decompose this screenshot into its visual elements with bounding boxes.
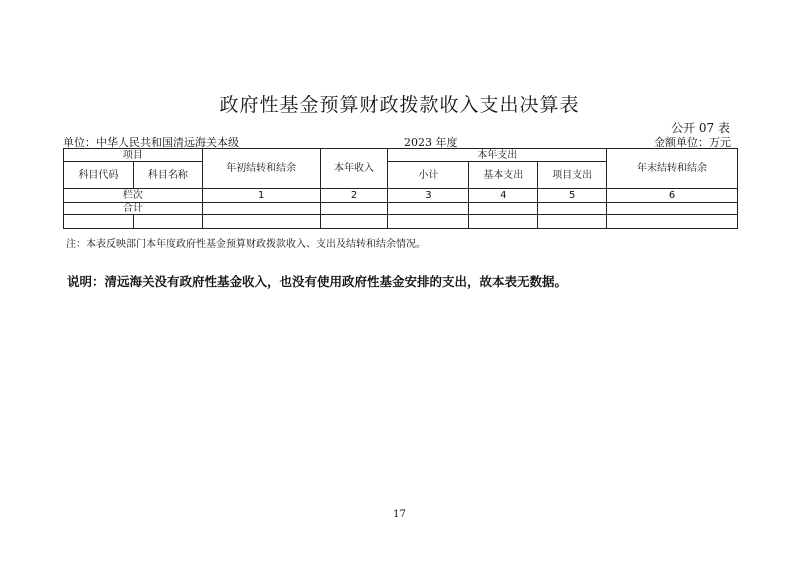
empty-cell (388, 215, 469, 229)
header-subtotal: 小计 (388, 162, 469, 189)
amount-unit-label: 金额单位：万元 (654, 136, 731, 149)
empty-cell (64, 215, 134, 229)
empty-cell (388, 203, 469, 215)
empty-cell (133, 215, 202, 229)
header-project: 项目支出 (538, 162, 607, 189)
empty-cell (320, 215, 388, 229)
column-number: 1 (202, 189, 320, 203)
empty-cell (469, 203, 538, 215)
header-code: 科目代码 (64, 162, 134, 189)
empty-cell (538, 215, 607, 229)
empty-cell (538, 203, 607, 215)
year-label: 2023 年度 (404, 136, 458, 149)
column-number: 6 (607, 189, 738, 203)
empty-row (64, 215, 738, 229)
header-end-balance: 年末结转和结余 (607, 149, 738, 189)
column-number: 2 (320, 189, 388, 203)
empty-cell (202, 203, 320, 215)
column-number: 5 (538, 189, 607, 203)
budget-table (63, 148, 738, 229)
meta-row (63, 134, 731, 148)
column-number: 4 (469, 189, 538, 203)
empty-cell (202, 215, 320, 229)
header-basic: 基本支出 (469, 162, 538, 189)
column-number: 3 (388, 189, 469, 203)
empty-cell (320, 203, 388, 215)
empty-cell (607, 203, 738, 215)
header-begin-balance: 年初结转和结余 (202, 149, 320, 189)
page-number: 17 (393, 509, 406, 520)
header-expense: 本年支出 (388, 149, 607, 162)
empty-cell (469, 215, 538, 229)
explanation-text: 说明：清远海关没有政府性基金收入，也没有使用政府性基金安排的支出，故本表无数据。 (67, 274, 568, 289)
header-row-1 (64, 149, 738, 162)
page-title: 政府性基金预算财政拨款收入支出决算表 (219, 94, 580, 116)
header-name: 科目名称 (133, 162, 202, 189)
column-row-label: 栏次 (64, 189, 203, 203)
total-row-label: 合计 (64, 203, 203, 215)
column-number-row (64, 189, 738, 203)
header-income: 本年收入 (320, 149, 388, 189)
table-note: 注：本表反映部门本年度政府性基金预算财政拨款收入、支出及结转和结余情况。 (66, 239, 426, 250)
form-number: 公开 07 表 (671, 121, 730, 135)
unit-label: 单位：中华人民共和国清远海关本级 (63, 136, 239, 149)
empty-cell (607, 215, 738, 229)
header-item: 项目 (64, 149, 203, 162)
total-row (64, 203, 738, 215)
